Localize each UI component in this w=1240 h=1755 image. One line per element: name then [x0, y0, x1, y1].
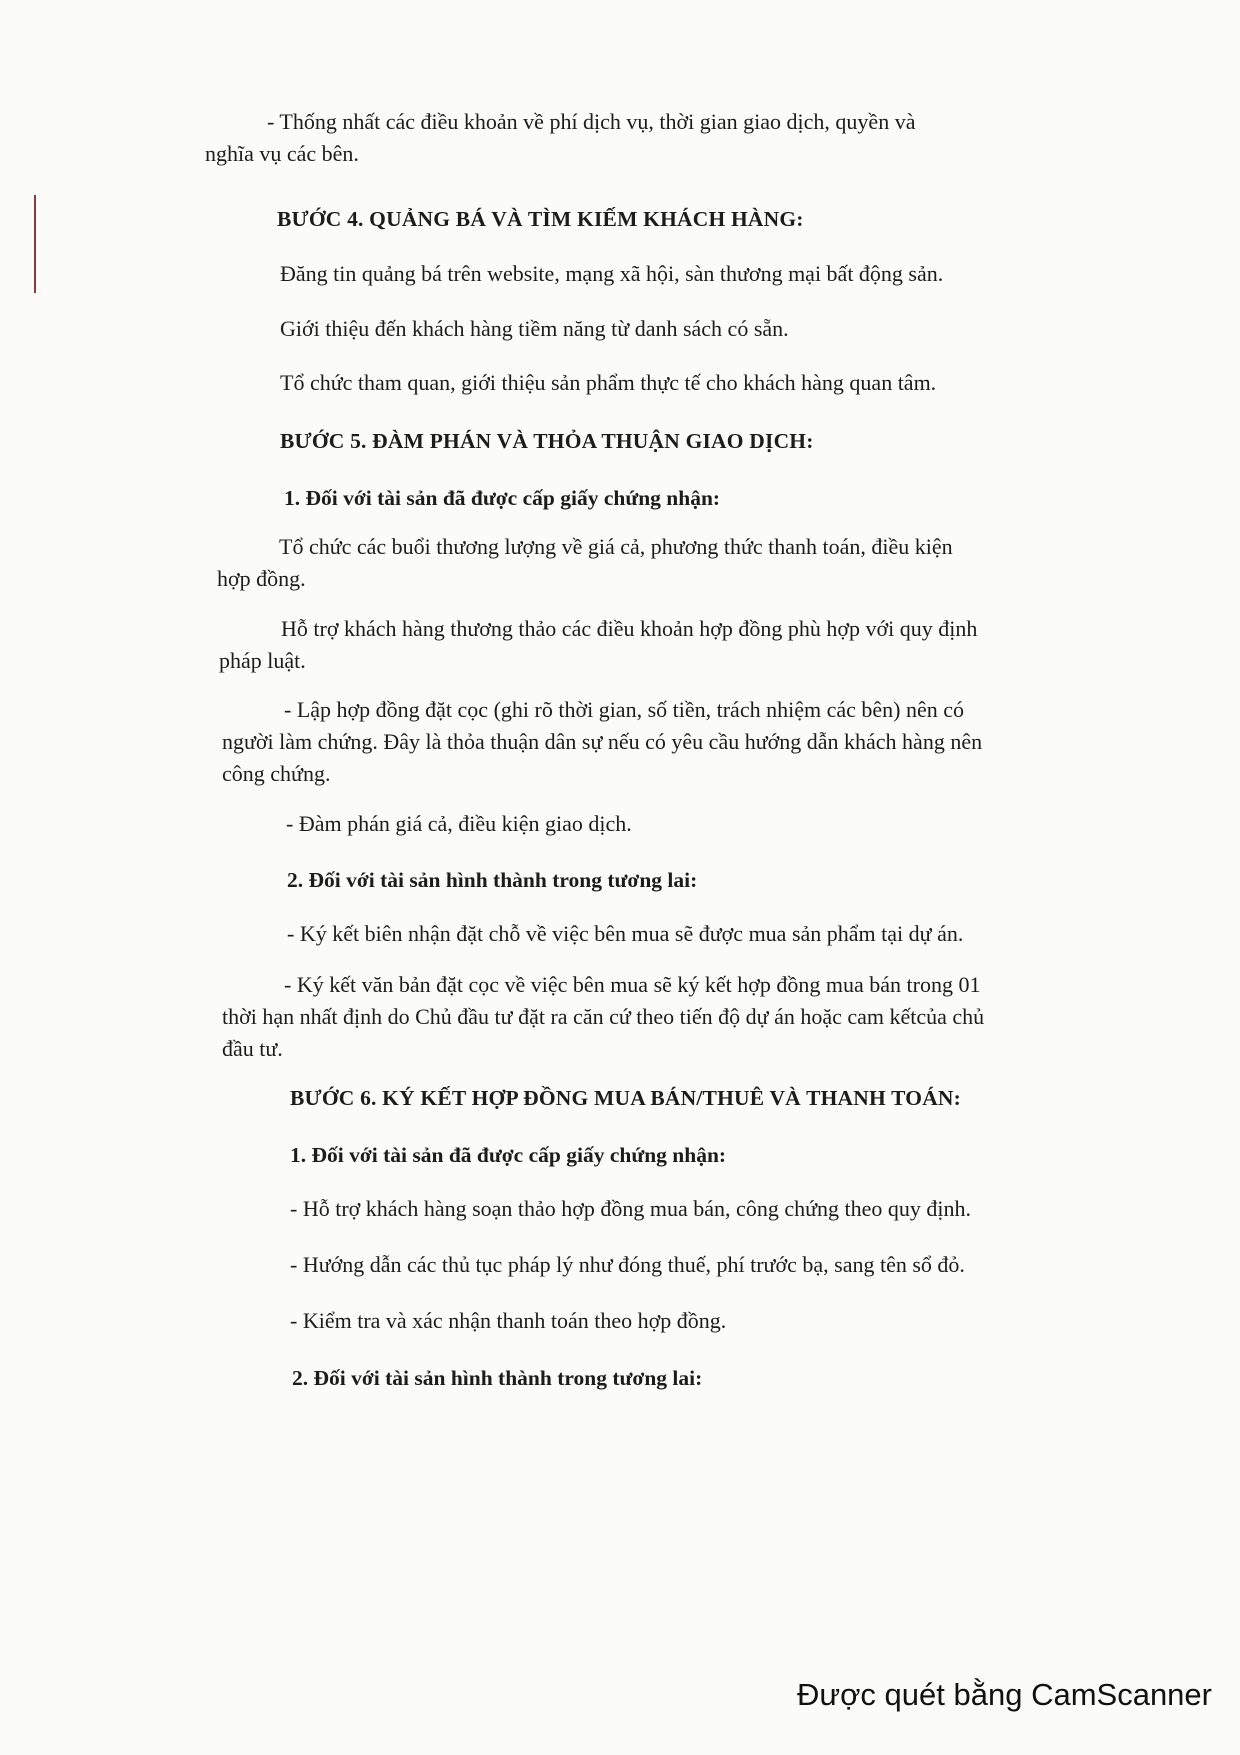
- paragraph-deposit: [222, 694, 982, 790]
- step4-item: Giới thiệu đến khách hàng tiềm năng từ danh sách có sẵn.: [280, 316, 789, 341]
- paragraph-line: - Ký kết văn bản đặt cọc về việc bên mua sẽ ký kết hợp đồng mua bán trong 01: [284, 972, 981, 997]
- step5-item: - Đàm phán giá cả, điều kiện giao dịch.: [286, 811, 632, 836]
- paragraph-line: Hỗ trợ khách hàng thương thảo các điều khoản hợp đồng phù hợp với quy định: [281, 616, 978, 641]
- paragraph-reservation: [222, 969, 984, 1065]
- paragraph-terms: [205, 106, 915, 170]
- step6-item: - Hướng dẫn các thủ tục pháp lý như đóng thuế, phí trước bạ, sang tên sổ đỏ.: [290, 1252, 965, 1277]
- paragraph-line: đầu tư.: [222, 1036, 283, 1061]
- camscanner-watermark: Được quét bằng CamScanner: [796, 1677, 1212, 1712]
- paragraph-line: hợp đồng.: [217, 566, 306, 591]
- step5-subheading-1: 1. Đối với tài sản đã được cấp giấy chứng nhận:: [284, 486, 721, 510]
- paragraph-line: nghĩa vụ các bên.: [205, 141, 359, 166]
- paragraph-line: thời hạn nhất định do Chủ đầu tư đặt ra căn cứ theo tiến độ dự án hoặc cam kếtcủa chủ: [222, 1004, 985, 1029]
- step5-item: - Ký kết biên nhận đặt chỗ về việc bên mua sẽ được mua sản phẩm tại dự án.: [287, 921, 964, 946]
- step4-item: Tổ chức tham quan, giới thiệu sản phẩm thực tế cho khách hàng quan tâm.: [280, 370, 937, 395]
- paragraph-support: [219, 613, 977, 677]
- paragraph-line: công chứng.: [222, 761, 331, 786]
- paragraph-negotiation: [217, 531, 953, 595]
- scan-edge-mark: [34, 195, 36, 293]
- paragraph-line: pháp luật.: [219, 648, 306, 673]
- step4-item: Đăng tin quảng bá trên website, mạng xã hội, sàn thương mại bất động sản.: [280, 261, 944, 286]
- paragraph-line: Tổ chức các buổi thương lượng về giá cả, phương thức thanh toán, điều kiện: [279, 534, 953, 559]
- step6-heading: BƯỚC 6. KÝ KẾT HỢP ĐỒNG MUA BÁN/THUÊ VÀ THANH TOÁN:: [290, 1086, 962, 1110]
- step5-heading: BƯỚC 5. ĐÀM PHÁN VÀ THỎA THUẬN GIAO DỊCH:: [280, 429, 814, 453]
- paragraph-line: - Thống nhất các điều khoản về phí dịch vụ, thời gian giao dịch, quyền và: [267, 109, 916, 134]
- step4-heading: BƯỚC 4. QUẢNG BÁ VÀ TÌM KIẾM KHÁCH HÀNG:: [277, 207, 804, 231]
- step6-subheading-2: 2. Đối với tài sản hình thành trong tương lai:: [292, 1366, 703, 1390]
- step6-item: - Kiểm tra và xác nhận thanh toán theo hợp đồng.: [290, 1308, 727, 1333]
- step6-item: - Hỗ trợ khách hàng soạn thảo hợp đồng mua bán, công chứng theo quy định.: [290, 1196, 972, 1221]
- paragraph-line: người làm chứng. Đây là thỏa thuận dân sự nếu có yêu cầu hướng dẫn khách hàng nên: [222, 729, 983, 754]
- step5-subheading-2: 2. Đối với tài sản hình thành trong tương lai:: [287, 868, 698, 892]
- step6-subheading-1: 1. Đối với tài sản đã được cấp giấy chứng nhận:: [290, 1143, 727, 1167]
- paragraph-line: - Lập hợp đồng đặt cọc (ghi rõ thời gian, số tiền, trách nhiệm các bên) nên có: [284, 697, 964, 722]
